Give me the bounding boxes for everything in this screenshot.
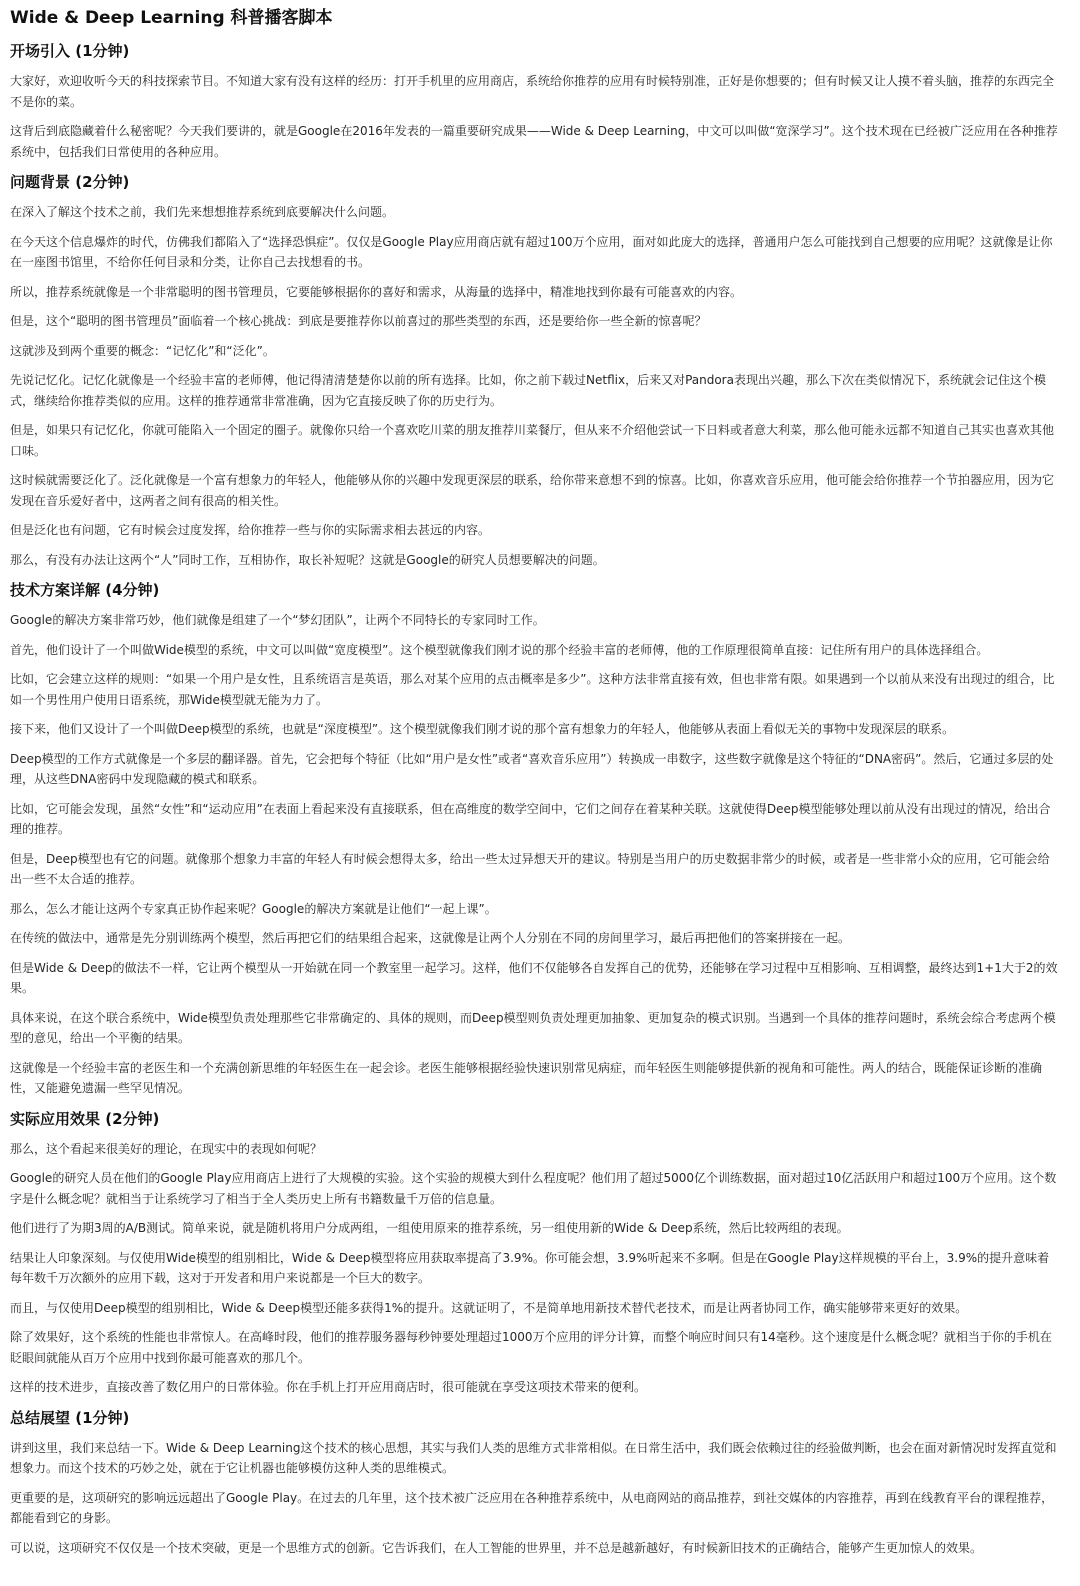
section-heading: 开场引入 (1分钟) (10, 42, 130, 60)
script-section (10, 171, 1060, 570)
section-paragraph: Google的研究人员在他们的Google Play应用商店上进行了大规模的实验。这个实验的规模大到什么程度呢？他们用了超过5000亿个训练数据，面对超过10亿活跃用户和超过100万个应用。这个数字是什么概念呢？就相当于让系统学习了相当于全人类历史上所有书籍数量千万倍的信息量。 (10, 1171, 1057, 1206)
section-paragraph: 在传统的做法中，通常是先分别训练两个模型，然后再把它们的结果组合起来，这就像是让两个人分别在不同的房间里学习，最后再把他们的答案拼接在一起。 (10, 931, 851, 945)
script-section (10, 40, 1060, 162)
section-paragraph: 那么，怎么才能让这两个专家真正协作起来呢？Google的解决方案就是让他们“一起上课”。 (10, 901, 497, 916)
section-paragraph: 具体来说，在这个联合系统中，Wide模型负责处理那些它非常确定的、具体的规则，而Deep模型则负责处理更加抽象、更加复杂的模式识别。当遇到一个具体的推荐问题时，系统会综合考虑两个模型的意见，给出一个平衡的结果。 (10, 1010, 1056, 1045)
section-paragraph: Google的解决方案非常巧妙，他们就像是组建了一个“梦幻团队”，让两个不同特长的专家同时工作。 (10, 613, 545, 627)
section-paragraph: 这时候就需要泛化了。泛化就像是一个富有想象力的年轻人，他能够从你的兴趣中发现更深层的联系，给你带来意想不到的惊喜。比如，你喜欢音乐应用，他可能会给你推荐一个节拍器应用，因为它发现在音乐爱好者中，这两者之间有很高的相关性。 (10, 473, 1055, 508)
section-heading: 总结展望 (1分钟) (10, 1408, 130, 1427)
section-paragraph: 而且，与仅使用Deep模型的组别相比，Wide & Deep模型还能多获得1%的提升。这就证明了，不是简单地用新技术替代老技术，而是让两者协同工作，确实能够带来更好的效果。 (10, 1300, 968, 1315)
section-paragraph: 所以，推荐系统就像是一个非常聪明的图书管理员，它要能够根据你的喜好和需求，从海量的选择中，精准地找到你最有可能喜欢的内容。 (10, 284, 743, 299)
section-heading: 问题背景 (2分钟) (10, 173, 130, 191)
section-paragraph: 先说记忆化。记忆化就像是一个经验丰富的老师傅，他记得清清楚楚你以前的所有选择。比如，你之前下载过Netflix，后来又对Pandora表现出兴趣，那么下次在类似情况下，系统就会记住这个模式，继续给你推荐类似的应用。这样的推荐通常非常准确，因为它直接反映了你的历史行为。 (10, 373, 1046, 408)
section-paragraph: 大家好，欢迎收听今天的科技探索节目。不知道大家有没有这样的经历：打开手机里的应用商店，系统给你推荐的应用有时候特别准，正好是你想要的；但有时候又让人摸不着头脑，推荐的东西完全不是你的菜。 (10, 74, 1055, 109)
script-section (10, 1407, 1060, 1559)
section-paragraph: 这就涉及到两个重要的概念：“记忆化”和“泛化”。 (10, 343, 275, 358)
section-paragraph: 但是，如果只有记忆化，你就可能陷入一个固定的圈子。就像你只给一个喜欢吃川菜的朋友推荐川菜餐厅，但从来不介绍他尝试一下日料或者意大利菜，那么他可能永远都不知道自己其实也喜欢其他口味。 (10, 423, 1055, 458)
section-paragraph: 除了效果好，这个系统的性能也非常惊人。在高峰时段，他们的推荐服务器每秒钟要处理超过1000万个应用的评分计算，而整个响应时间只有14毫秒。这个速度是什么概念呢？就相当于你的手机在眨眼间就能从百万个应用中找到你最可能喜欢的那几个。 (10, 1330, 1052, 1365)
section-paragraph: 但是泛化也有问题，它有时候会过度发挥，给你推荐一些与你的实际需求相去甚远的内容。 (10, 523, 491, 537)
section-paragraph: 比如，它会建立这样的规则：“如果一个用户是女性，且系统语言是英语，那么对某个应用的点击概率是多少”。这种方法非常直接有效，但也非常有限。如果遇到一个以前从来没有出现过的组合，比如一个男性用户使用日语系统，那Wide模型就无能为力了。 (10, 672, 1055, 707)
section-paragraph: 那么，有没有办法让这两个“人”同时工作，互相协作，取长补短呢？这就是Google的研究人员想要解决的问题。 (10, 552, 605, 567)
section-paragraph: Deep模型的工作方式就像是一个多层的翻译器。首先，它会把每个特征（比如“用户是女性”或者“喜欢音乐应用”）转换成一串数字，这些数字就像是这个特征的“DNA密码”。然后，它通过多层的处理，从这些DNA密码中发现隐藏的模式和联系。 (10, 751, 1054, 786)
document-title: Wide & Deep Learning 科普播客脚本 (10, 8, 333, 28)
section-paragraph: 但是，这个“聪明的图书管理员”面临着一个核心挑战：到底是要推荐你以前喜过的那些类型的东西，还是要给你一些全新的惊喜呢？ (10, 314, 707, 328)
section-paragraph: 这样的技术进步，直接改善了数亿用户的日常体验。你在手机上打开应用商店时，很可能就在享受这项技术带来的便利。 (10, 1380, 647, 1394)
section-paragraph: 结果让人印象深刻。与仅使用Wide模型的组别相比，Wide & Deep模型将应用获取率提高了3.9%。你可能会想，3.9%听起来不多啊。但是在Google Play这样规模的平台上，3.9%的提升意味着每年数千万次额外的应用下载，这对于开发者和用户来说都是一个巨大的数字。 (10, 1250, 1050, 1285)
section-paragraph: 讲到这里，我们来总结一下。Wide & Deep Learning这个技术的核心思想，其实与我们人类的思维方式非常相似。在日常生活中，我们既会依赖过往的经验做判断，也会在面对新情况时发挥直觉和想象力。而这个技术的巧妙之处，就在于它让机器也能够模仿这种人类的思维模式。 (10, 1440, 1057, 1475)
document-body (10, 40, 1060, 1558)
section-paragraph: 可以说，这项研究不仅仅是一个技术突破，更是一个思维方式的创新。它告诉我们，在人工智能的世界里，并不总是越新越好，有时候新旧技术的正确结合，能够产生更加惊人的效果。 (10, 1540, 983, 1555)
script-section (10, 579, 1060, 1099)
section-paragraph: 但是，Deep模型也有它的问题。就像那个想象力丰富的年轻人有时候会想得太多，给出一些太过异想天开的建议。特别是当用户的历史数据非常少的时候，或者是一些非常小众的应用，它可能会给出一些不太合适的推荐。 (10, 851, 1050, 886)
section-paragraph: 那么，这个看起来很美好的理论，在现实中的表现如何呢？ (10, 1141, 323, 1156)
section-paragraph: 但是Wide & Deep的做法不一样，它让两个模型从一开始就在同一个教室里一起学习。这样，他们不仅能够各自发挥自己的优势，还能够在学习过程中互相影响、互相调整，最终达到1+1大于2的效果。 (10, 960, 1058, 995)
section-paragraph: 他们进行了为期3周的A/B测试。简单来说，就是随机将用户分成两组，一组使用原来的推荐系统，另一组使用新的Wide & Deep系统，然后比较两组的表现。 (10, 1221, 849, 1235)
section-paragraph: 这背后到底隐藏着什么秘密呢？今天我们要讲的，就是Google在2016年发表的一篇重要研究成果——Wide & Deep Learning，中文可以叫做“宽深学习”。这个技术现在已经被广泛应用在各种推荐系统中，包括我们日常使用的各种应用。 (10, 124, 1058, 159)
section-paragraph: 接下来，他们又设计了一个叫做Deep模型的系统，也就是“深度模型”。这个模型就像我们刚才说的那个富有想象力的年轻人，他能够从表面上看似无关的事物中发现深层的联系。 (10, 722, 955, 736)
script-section (10, 1108, 1060, 1398)
section-paragraph: 更重要的是，这项研究的影响远远超出了Google Play。在过去的几年里，这个技术被广泛应用在各种推荐系统中，从电商网站的商品推荐，到社交媒体的内容推荐，再到在线教育平台的课程推荐，都能看到它的身影。 (10, 1490, 1054, 1525)
section-paragraph: 这就像是一个经验丰富的老医生和一个充满创新思维的年轻医生在一起会诊。老医生能够根据经验快速识别常见病症，而年轻医生则能够提供新的视角和可能性。两人的结合，既能保证诊断的准确性，又能避免遗漏一些罕见情况。 (10, 1060, 1043, 1095)
section-paragraph: 在深入了解这个技术之前，我们先来想想推荐系统到底要解决什么问题。 (10, 205, 395, 219)
section-paragraph: 比如，它可能会发现，虽然“女性”和“运动应用”在表面上看起来没有直接联系，但在高维度的数学空间中，它们之间存在着某种关联。这就使得Deep模型能够处理以前从没有出现过的情况，给出合理的推荐。 (10, 801, 1051, 836)
section-paragraph: 首先，他们设计了一个叫做Wide模型的系统，中文可以叫做“宽度模型”。这个模型就像我们刚才说的那个经验丰富的老师傅，他的工作原理很简单直接：记住所有用户的具体选择组合。 (10, 642, 989, 657)
section-heading: 技术方案详解 (4分钟) (10, 581, 160, 599)
section-heading: 实际应用效果 (2分钟) (10, 1109, 160, 1128)
section-paragraph: 在今天这个信息爆炸的时代，仿佛我们都陷入了“选择恐惧症”。仅仅是Google Play应用商店就有超过100万个应用，面对如此庞大的选择，普通用户怎么可能找到自己想要的应用呢？这就像是让你在一座图书馆里，不给你任何目录和分类，让你自己去找想看的书。 (10, 234, 1053, 269)
